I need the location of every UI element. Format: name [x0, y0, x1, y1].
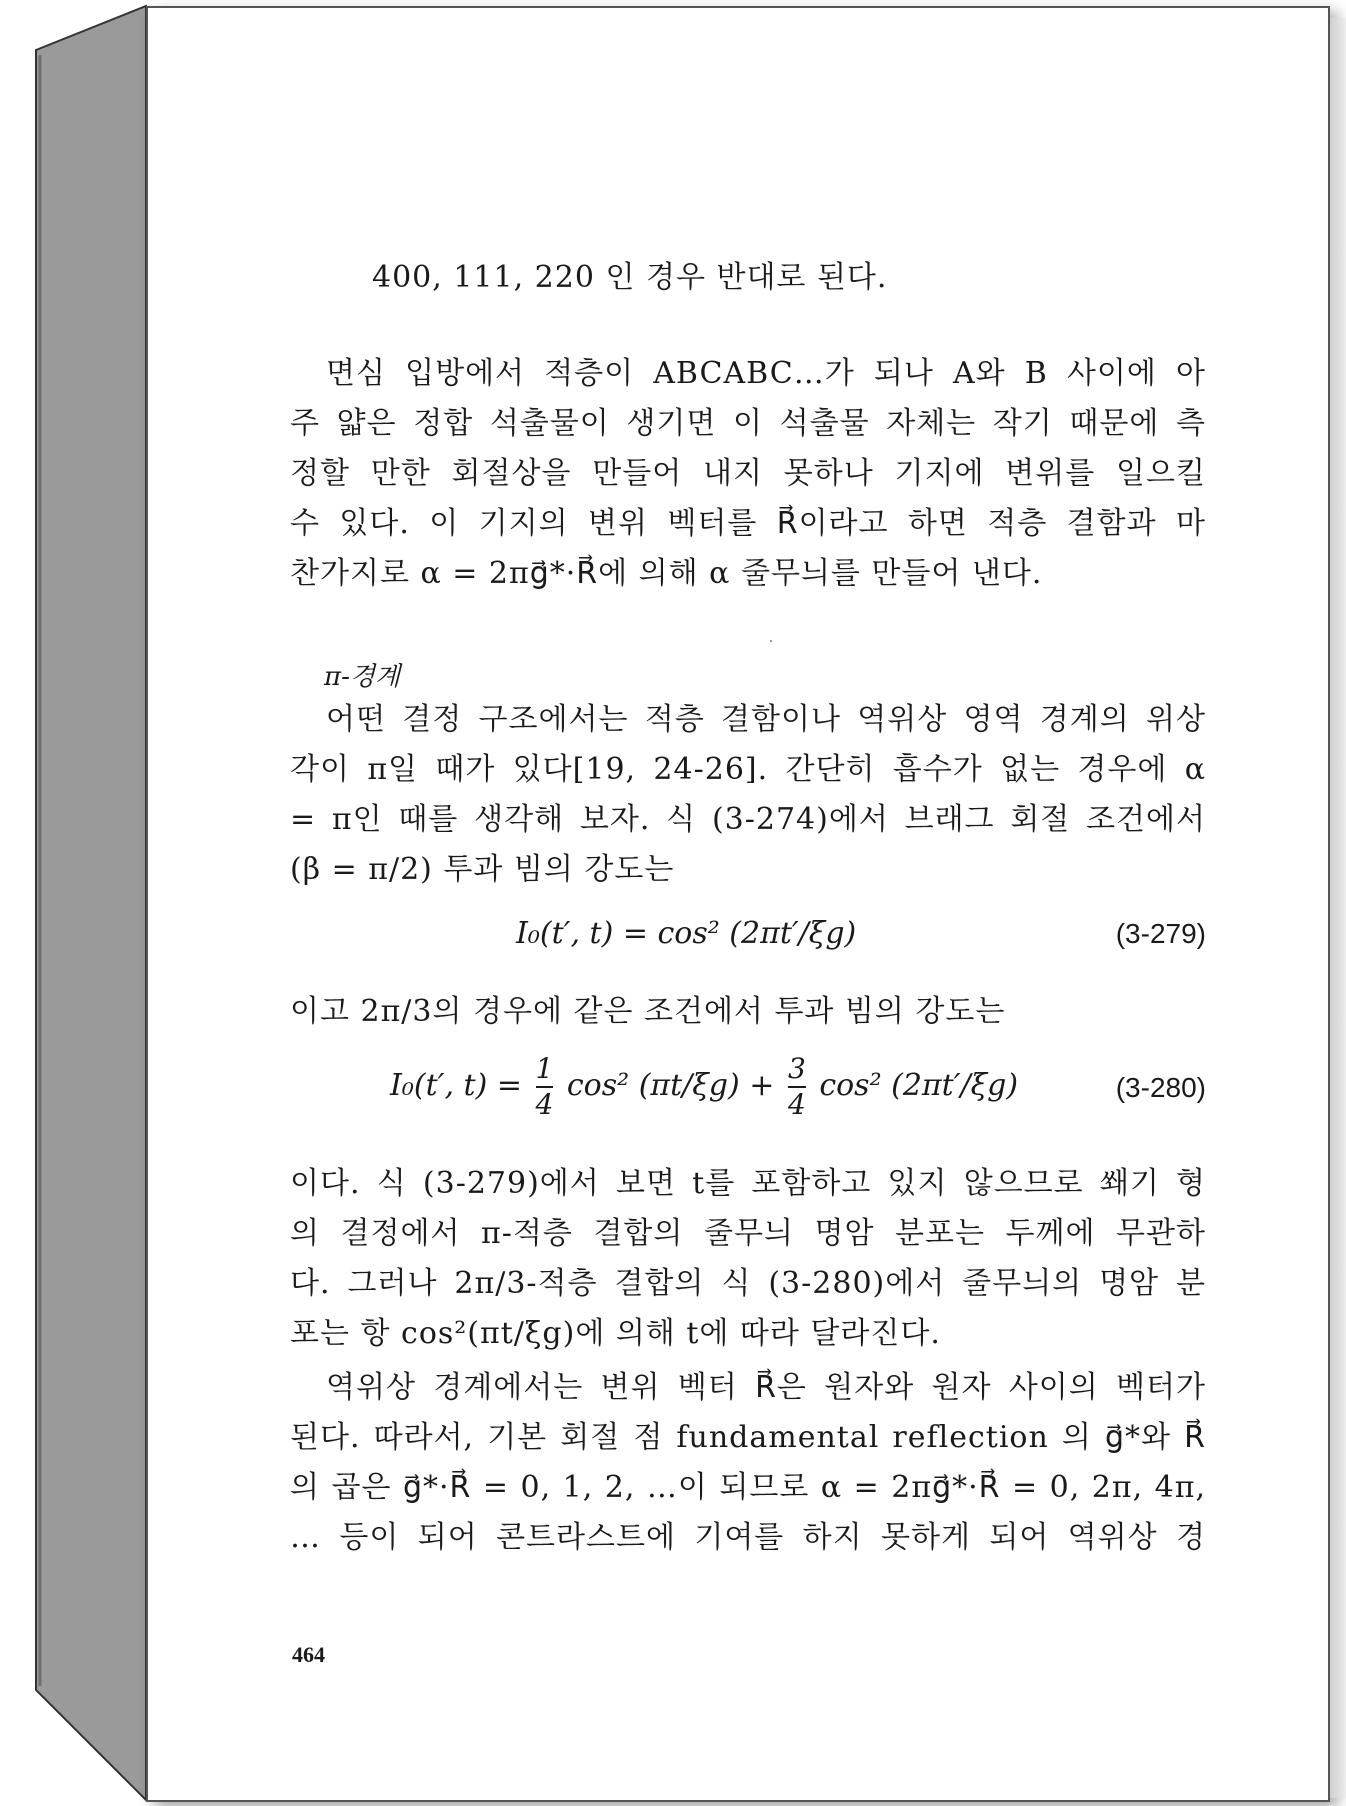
text-line: 정할 만한 회절상을 만들어 내지 못하나 기지에 변위를 일으킬 [290, 456, 1206, 491]
fraction-numerator: 1 [535, 1052, 554, 1085]
text-line: 의 결정에서 π-적층 결합의 줄무늬 명암 분포는 두께에 무관하 [290, 1216, 1206, 1251]
page-edge-shadow [1330, 18, 1346, 1798]
equation-lhs: I₀(t′, t) = [390, 1068, 522, 1103]
text-line: 된다. 따라서, 기본 회절 점 fundamental reflection 의 g⃗*와 R⃗ [290, 1420, 1206, 1455]
equation-expression: I₀(t′, t) = cos² (2πt′/ξg) [516, 916, 857, 951]
text-line: 면심 입방에서 적층이 ABCABC…가 되나 A와 B 사이에 아 [326, 356, 1206, 391]
book-spine-side [0, 0, 150, 1806]
text-line: 포는 항 cos²(πt/ξg)에 의해 t에 따라 달라진다. [290, 1316, 941, 1351]
fraction [788, 1052, 806, 1122]
equation-number: (3-280) [1115, 1072, 1206, 1103]
text-line: 의 곱은 g⃗*·R⃗ = 0, 1, 2, …이 되므로 α = 2πg⃗*·R⃗ = 0, 2π, 4π, [290, 1470, 1206, 1505]
fraction [536, 1052, 554, 1122]
text-line: 찬가지로 α = 2πg⃗*·R⃗에 의해 α 줄무늬를 만들어 낸다. [290, 556, 1043, 591]
page-number: 464 [292, 1642, 325, 1667]
text-line: 수 있다. 이 기지의 변위 벡터를 R⃗이라고 하면 적층 결함과 마 [290, 506, 1206, 541]
text-line: 400, 111, 220 인 경우 반대로 된다. [372, 260, 888, 295]
fraction-numerator: 3 [787, 1052, 806, 1085]
text-line: … 등이 되어 콘트라스트에 기여를 하지 못하게 되어 역위상 경 [290, 1520, 1206, 1555]
equation-3-280 [290, 1048, 1206, 1158]
text-line: 역위상 경계에서는 변위 벡터 R⃗은 원자와 원자 사이의 벡터가 [326, 1370, 1206, 1405]
equation-middle: cos² (πt/ξg) + [566, 1068, 775, 1103]
text-line: 다. 그러나 2π/3-적층 결합의 식 (3-280)에서 줄무늬의 명암 분 [290, 1266, 1206, 1301]
text-line: (β = π/2) 투과 빔의 강도는 [290, 852, 675, 887]
text-line: 주 얇은 정합 석출물이 생기면 이 석출물 자체는 작기 때문에 측 [290, 406, 1206, 441]
section-heading: π-경계 [324, 662, 401, 692]
print-speck [770, 640, 772, 642]
equation-3-279 [290, 908, 1206, 988]
text-line: 이고 2π/3의 경우에 같은 조건에서 투과 빔의 강도는 [290, 994, 1006, 1029]
fraction-denominator: 4 [787, 1088, 806, 1121]
book-page [146, 6, 1330, 1802]
text-line: = π인 때를 생각해 보자. 식 (3-274)에서 브래그 회절 조건에서 [290, 802, 1206, 837]
text-line: 각이 π일 때가 있다[19, 24-26]. 간단히 흡수가 없는 경우에 α [290, 752, 1206, 787]
equation-expression [390, 1052, 1018, 1122]
equation-rhs: cos² (2πt′/ξg) [819, 1068, 1019, 1103]
text-line: 이다. 식 (3-279)에서 보면 t를 포함하고 있지 않으므로 쐐기 형 [290, 1166, 1206, 1201]
fraction-denominator: 4 [535, 1088, 554, 1121]
text-line: 어떤 결정 구조에서는 적층 결함이나 역위상 영역 경계의 위상 [326, 702, 1206, 737]
equation-number: (3-279) [1115, 918, 1206, 949]
